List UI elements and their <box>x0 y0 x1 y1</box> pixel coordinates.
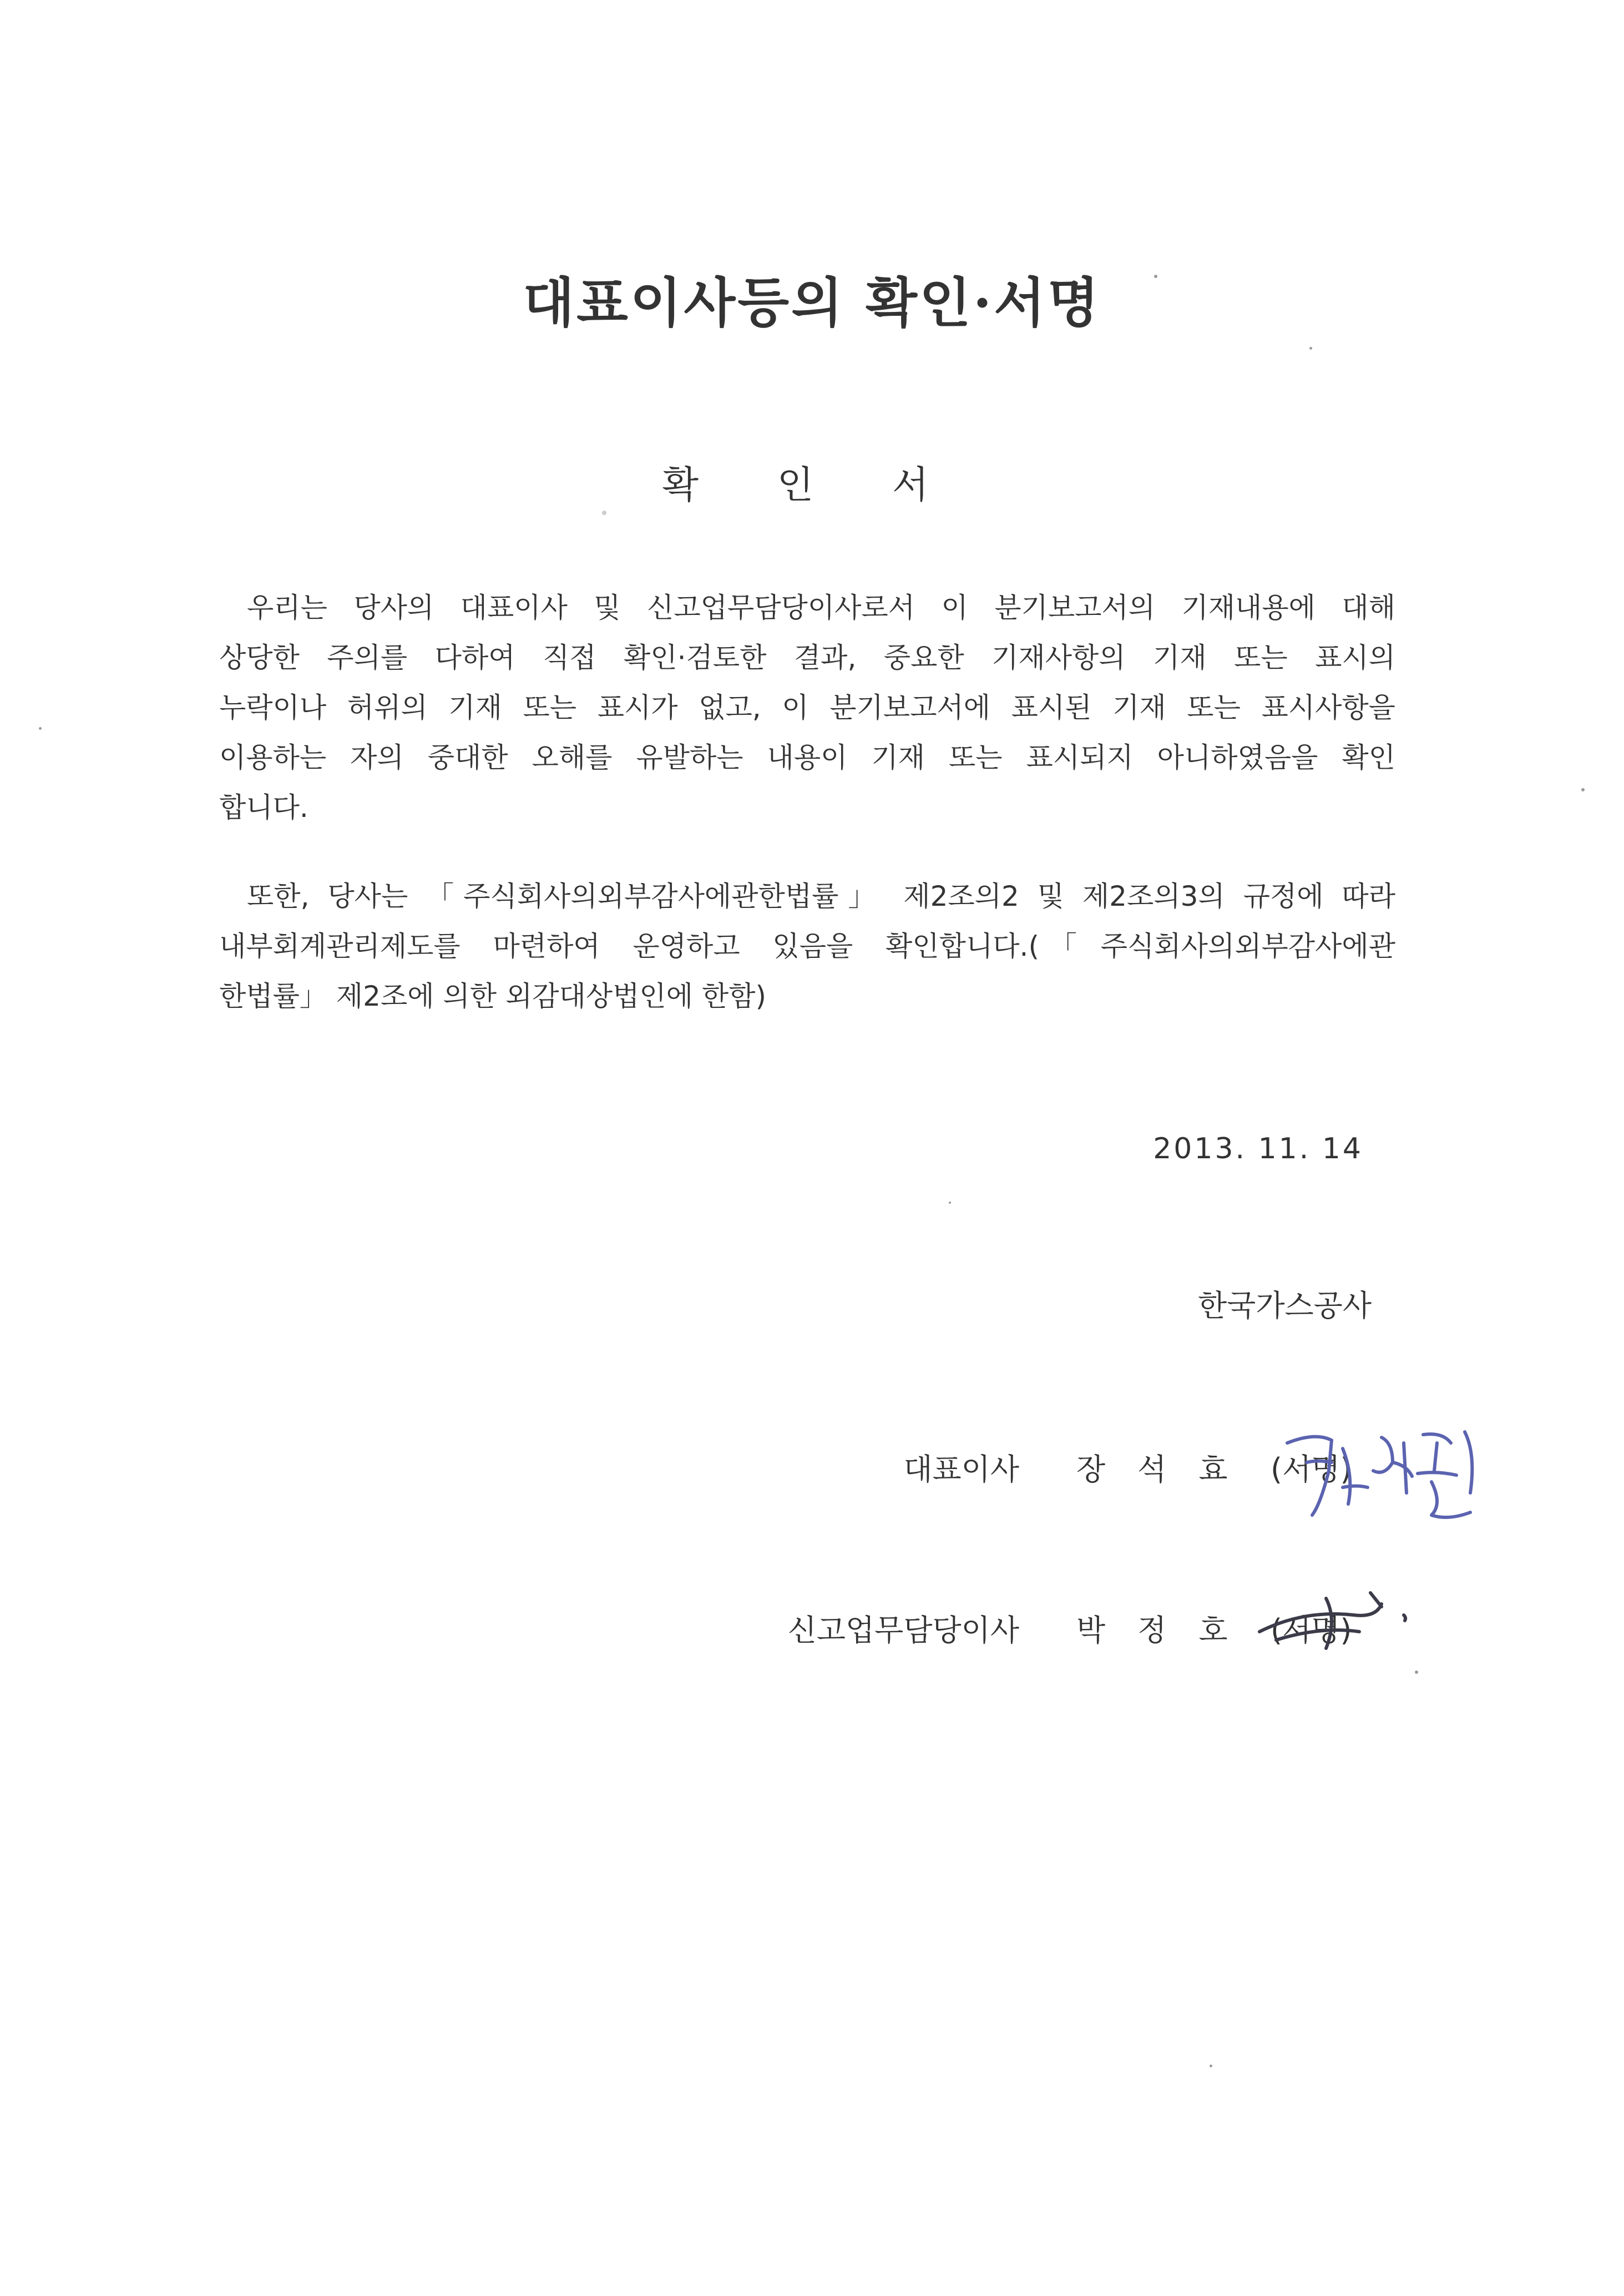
handwritten-signature-ceo <box>1265 1410 1520 1532</box>
paragraph-line: 내부회계관리제도를 마련하여 운영하고 있음을 확인합니다.(「주식회사의외부감사에관 <box>219 930 1395 962</box>
handwritten-signature-director <box>1243 1576 1426 1659</box>
scan-speck <box>602 511 606 515</box>
document-subtitle: 확 인 서 <box>662 463 962 507</box>
paragraph-internal-control <box>219 871 1395 1021</box>
paragraph-confirmation <box>219 583 1395 832</box>
signatory-name: 박정호 <box>1076 1613 1260 1648</box>
paragraph-line: 상당한 주의를 다하여 직접 확인·검토한 결과, 중요한 기재사항의 기재 또는 표시의 <box>219 642 1395 674</box>
scan-speck <box>1154 275 1157 278</box>
paragraph-line: 한법률」 제2조에 의한 외감대상법인에 한함) <box>219 980 766 1012</box>
scan-speck <box>1210 2065 1212 2067</box>
scan-speck <box>39 727 42 730</box>
company-name: 한국가스공사 <box>1198 1288 1372 1323</box>
signature-label: (서명) <box>1271 1613 1352 1648</box>
paragraph-line: 합니다. <box>219 791 308 824</box>
scan-speck <box>949 1202 951 1204</box>
scan-speck <box>1415 1671 1418 1674</box>
document-title: 대표이사등의 확인·서명 <box>523 271 1101 334</box>
scan-speck <box>1309 347 1312 350</box>
signature-label: (서명) <box>1271 1452 1352 1487</box>
signatory-name: 장석효 <box>1076 1452 1260 1487</box>
signatory-role: 대표이사 <box>903 1452 1019 1487</box>
paragraph-line: 우리는 당사의 대표이사 및 신고업무담당이사로서 이 분기보고서의 기재내용에 대해 <box>247 592 1395 624</box>
paragraph-line: 또한, 당사는 「주식회사의외부감사에관한법률」 제2조의2 및 제2조의3의 규정에 따라 <box>247 880 1395 912</box>
document-date: 2013. 11. 14 <box>1153 1132 1363 1165</box>
paragraph-line: 이용하는 자의 중대한 오해를 유발하는 내용이 기재 또는 표시되지 아니하였음을 확인 <box>219 741 1395 774</box>
signatory-role: 신고업무담당이사 <box>787 1613 1019 1648</box>
scan-speck <box>1581 788 1585 791</box>
paragraph-line: 누락이나 허위의 기재 또는 표시가 없고, 이 분기보고서에 표시된 기재 또는 표시사항을 <box>219 692 1395 724</box>
